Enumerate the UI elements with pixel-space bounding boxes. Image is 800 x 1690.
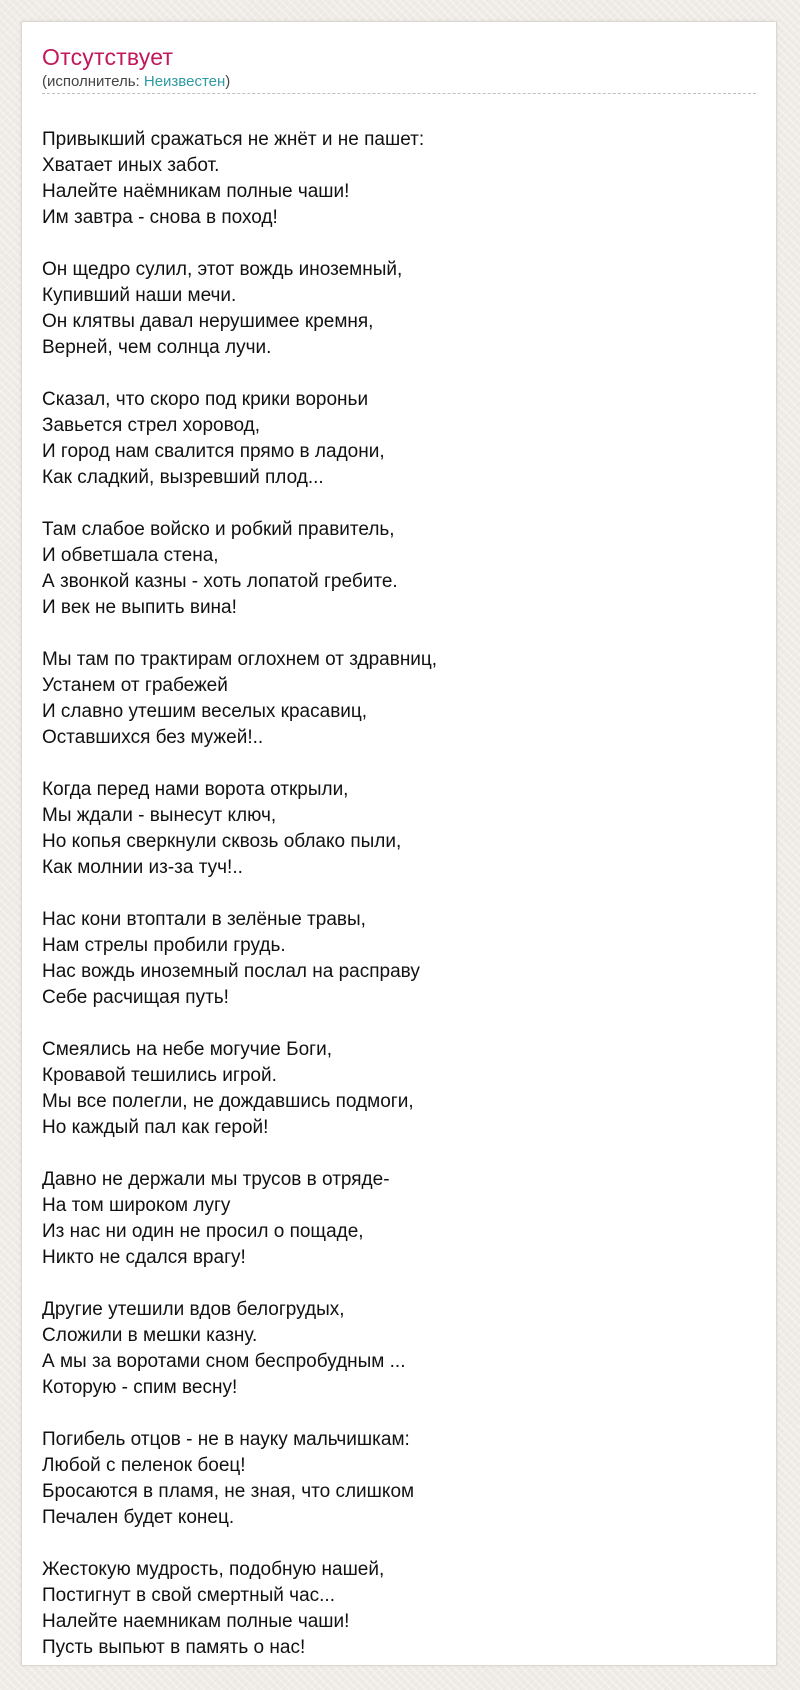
lyrics-line: Как молнии из-за туч!.. bbox=[42, 857, 243, 878]
lyrics-line: Жестокую мудрость, подобную нашей, bbox=[42, 1559, 385, 1580]
lyrics-line: Нас вождь иноземный послал на расправу bbox=[42, 961, 420, 982]
lyrics-line: Печален будет конец. bbox=[42, 1507, 235, 1528]
performer-line bbox=[42, 73, 756, 94]
lyrics-line: Хватает иных забот. bbox=[42, 155, 220, 176]
lyrics-line: Постигнут в свой смертный час... bbox=[42, 1585, 335, 1606]
lyrics-line: Когда перед нами ворота открыли, bbox=[42, 779, 349, 800]
lyrics-line: Но копья сверкнули сквозь облако пыли, bbox=[42, 831, 402, 852]
lyrics-line: Никто не сдался врагу! bbox=[42, 1247, 246, 1268]
lyrics-line: Завьется стрел хоровод, bbox=[42, 415, 260, 436]
lyrics-stanza bbox=[42, 1297, 742, 1401]
lyrics-line: Оставшихся без мужей!.. bbox=[42, 727, 264, 748]
lyrics-stanza bbox=[42, 127, 742, 231]
lyrics-line: И обветшала стена, bbox=[42, 545, 219, 566]
lyrics-line: Сказал, что скоро под крики вороньи bbox=[42, 389, 369, 410]
lyrics-stanza bbox=[42, 257, 742, 361]
lyrics-line: А мы за воротами сном беспробудным ... bbox=[42, 1351, 406, 1372]
lyrics-line: И город нам свалится прямо в ладони, bbox=[42, 441, 385, 462]
lyrics-stanza bbox=[42, 1557, 742, 1661]
lyrics-stanza bbox=[42, 777, 742, 881]
lyrics-line: Нам стрелы пробили грудь. bbox=[42, 935, 286, 956]
lyrics-line: Любой с пеленок боец! bbox=[42, 1455, 246, 1476]
lyrics-line: Налейте наёмникам полные чаши! bbox=[42, 181, 350, 202]
lyrics-line: Он щедро сулил, этот вождь иноземный, bbox=[42, 259, 403, 280]
lyrics-stanza bbox=[42, 907, 742, 1011]
lyrics-stanza bbox=[42, 1037, 742, 1141]
lyrics-line: И век не выпить вина! bbox=[42, 597, 237, 618]
lyrics-line: Погибель отцов - не в науку мальчишкам: bbox=[42, 1429, 410, 1450]
lyrics-line: А звонкой казны - хоть лопатой гребите. bbox=[42, 571, 398, 592]
lyrics-stanza bbox=[42, 387, 742, 491]
lyrics-line: Купивший наши мечи. bbox=[42, 285, 237, 306]
lyrics-line: Нас кони втоптали в зелёные травы, bbox=[42, 909, 366, 930]
lyrics-card bbox=[21, 21, 777, 1666]
lyrics-line: Мы там по трактирам оглохнем от здравниц, bbox=[42, 649, 438, 670]
lyrics-line: Он клятвы давал нерушимее кремня, bbox=[42, 311, 374, 332]
lyrics-line: Кровавой тешились игрой. bbox=[42, 1065, 277, 1086]
lyrics-line: Привыкший сражаться не жнёт и не пашет: bbox=[42, 129, 425, 150]
lyrics-stanza bbox=[42, 1427, 742, 1531]
lyrics-line: Себе расчищая путь! bbox=[42, 987, 229, 1008]
lyrics-line: Но каждый пал как герой! bbox=[42, 1117, 269, 1138]
song-header bbox=[42, 43, 756, 94]
lyrics-line: Из нас ни один не просил о пощаде, bbox=[42, 1221, 364, 1242]
lyrics-line: Мы все полегли, не дождавшись подмоги, bbox=[42, 1091, 414, 1112]
lyrics-line: Бросаются в пламя, не зная, что слишком bbox=[42, 1481, 415, 1502]
performer-suffix: ) bbox=[225, 73, 231, 90]
lyrics-line: Которую - спим весну! bbox=[42, 1377, 238, 1398]
lyrics-line: Мы ждали - вынесут ключ, bbox=[42, 805, 277, 826]
lyrics-line: Им завтра - снова в поход! bbox=[42, 207, 278, 228]
lyrics-line: Налейте наемникам полные чаши! bbox=[42, 1611, 350, 1632]
lyrics-line: Верней, чем солнца лучи. bbox=[42, 337, 272, 358]
lyrics-stanza bbox=[42, 1167, 742, 1271]
lyrics-stanza bbox=[42, 647, 742, 751]
song-title: Отсутствует bbox=[42, 44, 174, 70]
lyrics-line: Сложили в мешки казну. bbox=[42, 1325, 258, 1346]
lyrics-body bbox=[42, 127, 742, 1687]
lyrics-line: Устанем от грабежей bbox=[42, 675, 228, 696]
lyrics-line: На том широком лугу bbox=[42, 1195, 231, 1216]
lyrics-line: Пусть выпьют в память о нас! bbox=[42, 1637, 306, 1658]
lyrics-line: Давно не держали мы трусов в отряде- bbox=[42, 1169, 390, 1190]
performer-prefix: (исполнитель: bbox=[42, 73, 144, 90]
lyrics-line: Другие утешили вдов белогрудых, bbox=[42, 1299, 345, 1320]
lyrics-line: Смеялись на небе могучие Боги, bbox=[42, 1039, 332, 1060]
performer-link[interactable]: Неизвестен bbox=[143, 73, 226, 90]
lyrics-line: Как сладкий, вызревший плод... bbox=[42, 467, 324, 488]
lyrics-stanza bbox=[42, 517, 742, 621]
lyrics-line: И славно утешим веселых красавиц, bbox=[42, 701, 368, 722]
lyrics-line: Там слабое войско и робкий правитель, bbox=[42, 519, 395, 540]
